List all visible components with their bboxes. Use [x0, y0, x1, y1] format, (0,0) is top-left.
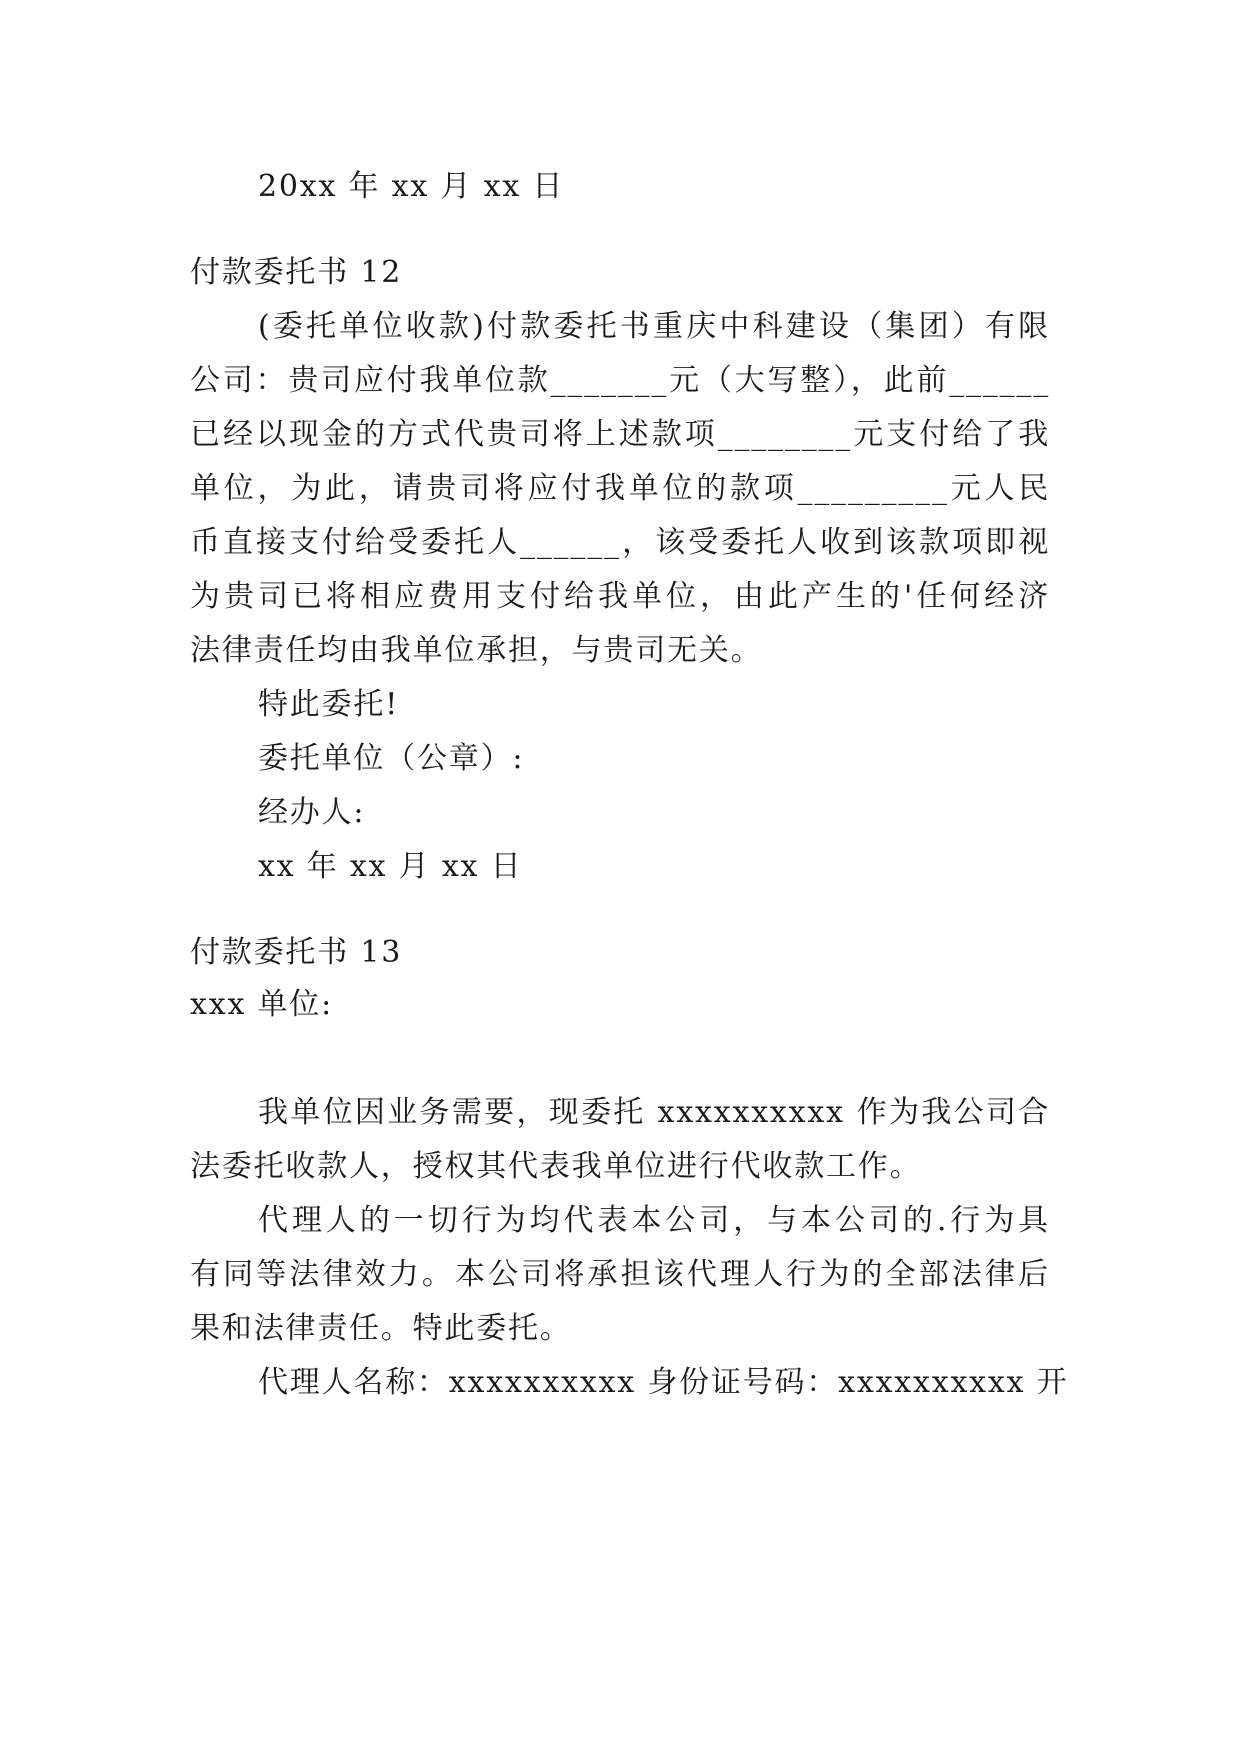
paragraph-line: 有同等法律效力。本公司将承担该代理人行为的全部法律后 [190, 1257, 1050, 1292]
paragraph-line: 币直接支付给受委托人______，该受委托人收到该款项即视 [190, 525, 1050, 560]
section-title-12: 付款委托书 12 [190, 255, 403, 290]
agent-info-line: 代理人名称：xxxxxxxxxx 身份证号码：xxxxxxxxxx 开 [258, 1365, 1069, 1400]
paragraph-line: 公司：贵司应付我单位款_______元（大写整），此前______ [190, 363, 1050, 398]
paragraph-line: 为贵司已将相应费用支付给我单位，由此产生的'任何经济 [190, 579, 1050, 614]
paragraph-line: 已经以现金的方式代贵司将上述款项________元支付给了我 [190, 417, 1050, 452]
section-title-13: 付款委托书 13 [190, 935, 403, 970]
closing-line: 特此委托! [258, 687, 400, 722]
paragraph-line: 法律责任均由我单位承担，与贵司无关。 [190, 633, 763, 668]
paragraph-line: 单位，为此，请贵司将应付我单位的款项_________元人民 [190, 471, 1050, 506]
date-line: xx 年 xx 月 xx 日 [258, 849, 523, 884]
paragraph-line: (委托单位收款)付款委托书重庆中科建设（集团）有限 [258, 309, 1050, 344]
date-line-top: 20xx 年 xx 月 xx 日 [258, 169, 565, 204]
paragraph-line: 我单位因业务需要，现委托 xxxxxxxxxx 作为我公司合 [258, 1095, 1050, 1130]
seal-label: 委托单位（公章）: [258, 741, 525, 776]
handler-label: 经办人: [258, 795, 366, 830]
paragraph-line: 法委托收款人，授权其代表我单位进行代收款工作。 [190, 1149, 922, 1184]
paragraph-line: 代理人的一切行为均代表本公司，与本公司的.行为具 [258, 1203, 1050, 1238]
paragraph-line: 果和法律责任。特此委托。 [190, 1311, 572, 1346]
recipient-line: xxx 单位: [190, 987, 334, 1022]
